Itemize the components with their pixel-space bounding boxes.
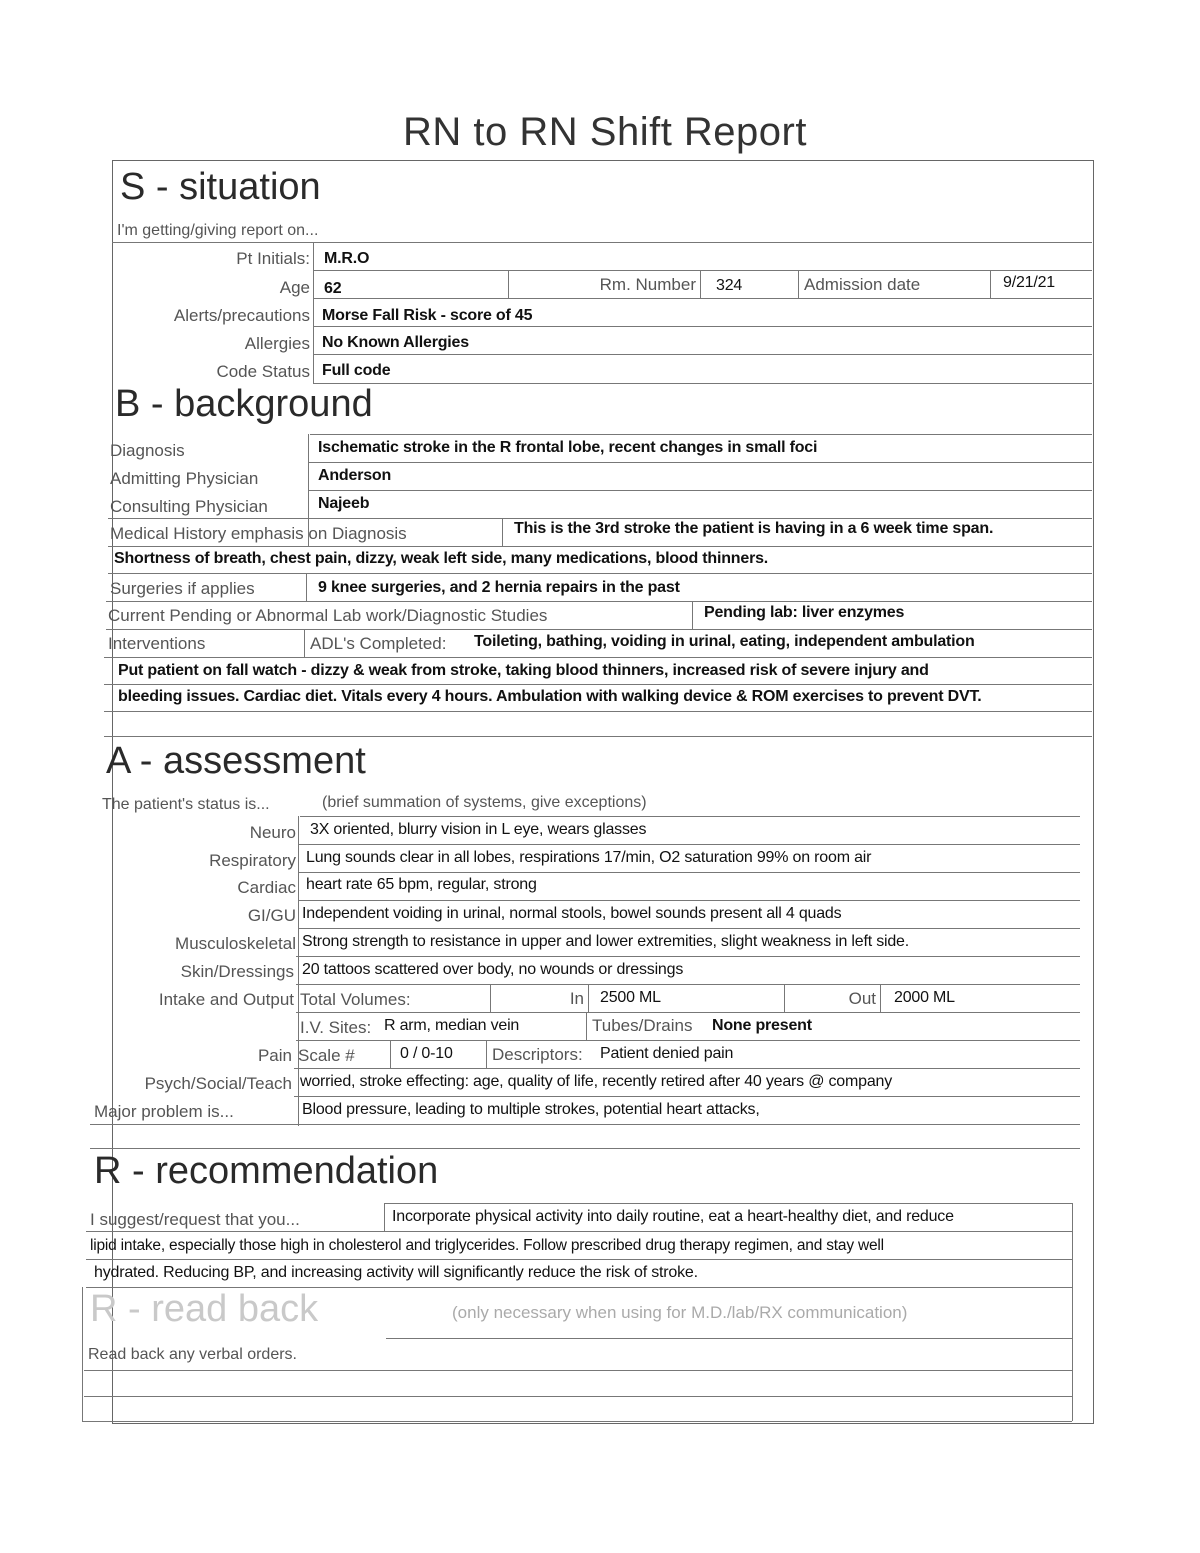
output-value: 2000 ML [894, 989, 955, 1006]
table-divider [304, 629, 305, 657]
table-rule [298, 900, 1080, 901]
table-rule [108, 573, 1092, 574]
table-rule [296, 1040, 1080, 1041]
table-divider [384, 1203, 385, 1231]
table-divider [486, 1040, 487, 1068]
consulting-physician-label: Consulting Physician [110, 497, 268, 516]
table-rule [104, 684, 1092, 685]
background-heading: B - background [115, 383, 373, 425]
admission-value: 9/21/21 [1003, 274, 1055, 291]
table-rule [300, 816, 1080, 817]
status-hint: (brief summation of systems, give exceptions) [322, 794, 647, 811]
table-rule [308, 490, 1092, 491]
readback-heading: R - read back [90, 1288, 319, 1330]
major-problem-label: Major problem is... [94, 1102, 234, 1121]
table-rule [294, 1068, 1080, 1069]
labs-value: Pending lab: liver enzymes [704, 604, 905, 621]
table-rule [313, 270, 1092, 271]
table-divider [298, 816, 299, 1126]
table-rule [294, 1096, 1080, 1097]
gigu-label: GI/GU [247, 906, 296, 925]
tubes-value: None present [712, 1017, 812, 1034]
intake-output-label: Intake and Output [158, 990, 294, 1009]
table-rule [298, 928, 1080, 929]
output-label: Out [848, 989, 876, 1008]
table-rule [84, 1396, 1072, 1397]
table-rule [313, 383, 1092, 384]
table-divider [1072, 1203, 1073, 1421]
table-rule [310, 434, 1092, 435]
table-divider [390, 1040, 391, 1068]
neuro-label: Neuro [249, 823, 296, 842]
room-label: Rm. Number [599, 275, 696, 294]
table-divider [490, 984, 491, 1012]
table-rule [298, 872, 1080, 873]
medical-history-label: Medical History emphasis on Diagnosis [110, 524, 407, 543]
allergies-label: Allergies [244, 334, 310, 353]
table-rule [308, 462, 1092, 463]
table-rule [296, 984, 1080, 985]
diagnosis-label: Diagnosis [110, 441, 185, 460]
table-rule [84, 1370, 1072, 1371]
table-rule [296, 1012, 1080, 1013]
recommendation-line2: lipid intake, especially those high in cholesterol and triglycerides. Follow prescribed drug therapy regimen, and stay well [90, 1237, 884, 1254]
respiratory-value: Lung sounds clear in all lobes, respirations 17/min, O2 saturation 99% on room air [306, 849, 872, 866]
pain-label: Pain [257, 1046, 292, 1065]
cardiac-label: Cardiac [237, 878, 296, 897]
age-label: Age [279, 278, 310, 297]
consulting-physician-value: Najeeb [318, 495, 370, 512]
readback-orders: Read back any verbal orders. [88, 1346, 297, 1363]
table-rule [104, 657, 1092, 658]
table-rule [104, 711, 1092, 712]
skin-value: 20 tattoos scattered over body, no wounds or dressings [302, 961, 684, 978]
page-title: RN to RN Shift Report [403, 110, 807, 154]
admitting-physician-label: Admitting Physician [110, 469, 259, 488]
situation-intro: I'm getting/giving report on... [117, 222, 319, 239]
psych-label: Psych/Social/Teach [144, 1074, 292, 1093]
musculoskeletal-value: Strong strength to resistance in upper and lower extremities, slight weakness in left side. [302, 933, 910, 950]
total-volumes-label: Total Volumes: [300, 990, 411, 1009]
neuro-value: 3X oriented, blurry vision in L eye, wears glasses [310, 821, 647, 838]
table-divider [306, 573, 307, 601]
table-rule [296, 956, 1080, 957]
pain-scale-value: 0 / 0-10 [400, 1045, 453, 1062]
table-rule [86, 1259, 1072, 1260]
situation-heading: S - situation [120, 166, 321, 208]
table-rule [106, 601, 1092, 602]
table-divider [586, 1012, 587, 1040]
cardiac-value: heart rate 65 bpm, regular, strong [306, 876, 537, 893]
descriptors-value: Patient denied pain [600, 1045, 734, 1062]
table-rule [313, 298, 1092, 299]
pain-scale-label: Scale # [298, 1046, 355, 1065]
intake-label: In [569, 989, 584, 1008]
table-divider [502, 518, 503, 546]
adl-value: Toileting, bathing, voiding in urinal, eating, independent ambulation [474, 633, 975, 650]
tubes-label: Tubes/Drains [592, 1016, 693, 1035]
admission-label: Admission date [804, 275, 921, 294]
pt-initials-value: M.R.O [324, 250, 370, 267]
status-label: The patient's status is... [102, 796, 270, 813]
table-divider [784, 984, 785, 1012]
descriptors-label: Descriptors: [492, 1045, 583, 1064]
medical-history-line2: Shortness of breath, chest pain, dizzy, weak left side, many medications, blood thinners. [114, 550, 769, 567]
pt-initials-label: Pt Initials: [236, 249, 310, 268]
table-divider [990, 270, 991, 298]
major-problem-value: Blood pressure, leading to multiple strokes, potential heart attacks, [302, 1101, 760, 1118]
allergies-value: No Known Allergies [322, 334, 469, 351]
table-divider [313, 242, 314, 383]
table-divider [692, 601, 693, 629]
table-divider [588, 984, 589, 1012]
table-rule [106, 629, 1092, 630]
interventions-line2: bleeding issues. Cardiac diet. Vitals every 4 hours. Ambulation with walking device & ROM exercises to prevent DVT. [118, 688, 982, 705]
age-value: 62 [324, 280, 342, 297]
table-rule [112, 242, 1092, 243]
medical-history-value: This is the 3rd stroke the patient is having in a 6 week time span. [514, 520, 994, 537]
table-rule [104, 736, 1092, 737]
table-rule [384, 1203, 1072, 1204]
surgeries-label: Surgeries if applies [110, 579, 255, 598]
surgeries-value: 9 knee surgeries, and 2 hernia repairs in the past [318, 579, 680, 596]
table-rule [108, 518, 1092, 519]
assessment-heading: A - assessment [106, 740, 366, 782]
interventions-line1: Put patient on fall watch - dizzy & weak from stroke, taking blood thinners, increased risk of severe injury and [118, 662, 929, 679]
table-rule [90, 1124, 1080, 1125]
gigu-value: Independent voiding in urinal, normal stools, bowel sounds present all 4 quads [302, 905, 842, 922]
recommendation-heading: R - recommendation [94, 1150, 439, 1192]
skin-label: Skin/Dressings [180, 962, 294, 981]
table-rule [108, 546, 1092, 547]
admitting-physician-value: Anderson [318, 467, 392, 484]
table-rule [82, 1421, 1072, 1422]
code-status-value: Full code [322, 362, 391, 379]
code-status-label: Code Status [216, 362, 310, 381]
interventions-label: Interventions [108, 634, 206, 653]
recommendation-line1: Incorporate physical activity into daily routine, eat a heart-healthy diet, and reduce [392, 1208, 954, 1225]
table-divider [82, 1287, 83, 1421]
room-value: 324 [716, 277, 743, 294]
intake-value: 2500 ML [600, 989, 661, 1006]
table-divider [508, 270, 509, 298]
table-rule [313, 326, 1092, 327]
table-rule [313, 354, 1092, 355]
table-rule [86, 1231, 1072, 1232]
labs-label: Current Pending or Abnormal Lab work/Diagnostic Studies [108, 606, 548, 625]
psych-value: worried, stroke effecting: age, quality of life, recently retired after 40 years @ company [300, 1073, 893, 1090]
table-rule [386, 1338, 1072, 1339]
readback-note: (only necessary when using for M.D./lab/RX communication) [452, 1303, 908, 1322]
suggest-label: I suggest/request that you... [90, 1210, 300, 1229]
respiratory-label: Respiratory [209, 851, 296, 870]
table-divider [880, 984, 881, 1012]
adl-label: ADL's Completed: [310, 634, 447, 653]
table-divider [700, 270, 701, 298]
alerts-value: Morse Fall Risk - score of 45 [322, 307, 533, 324]
table-rule [298, 844, 1080, 845]
alerts-label: Alerts/precautions [173, 306, 310, 325]
iv-sites-value: R arm, median vein [384, 1017, 520, 1034]
table-rule [90, 1148, 1080, 1149]
diagnosis-value: Ischematic stroke in the R frontal lobe, recent changes in small foci [318, 439, 818, 456]
table-divider [798, 270, 799, 298]
musculoskeletal-label: Musculoskeletal [175, 934, 296, 953]
recommendation-line3: hydrated. Reducing BP, and increasing activity will significantly reduce the risk of stroke. [94, 1264, 698, 1281]
iv-sites-label: I.V. Sites: [300, 1018, 372, 1037]
